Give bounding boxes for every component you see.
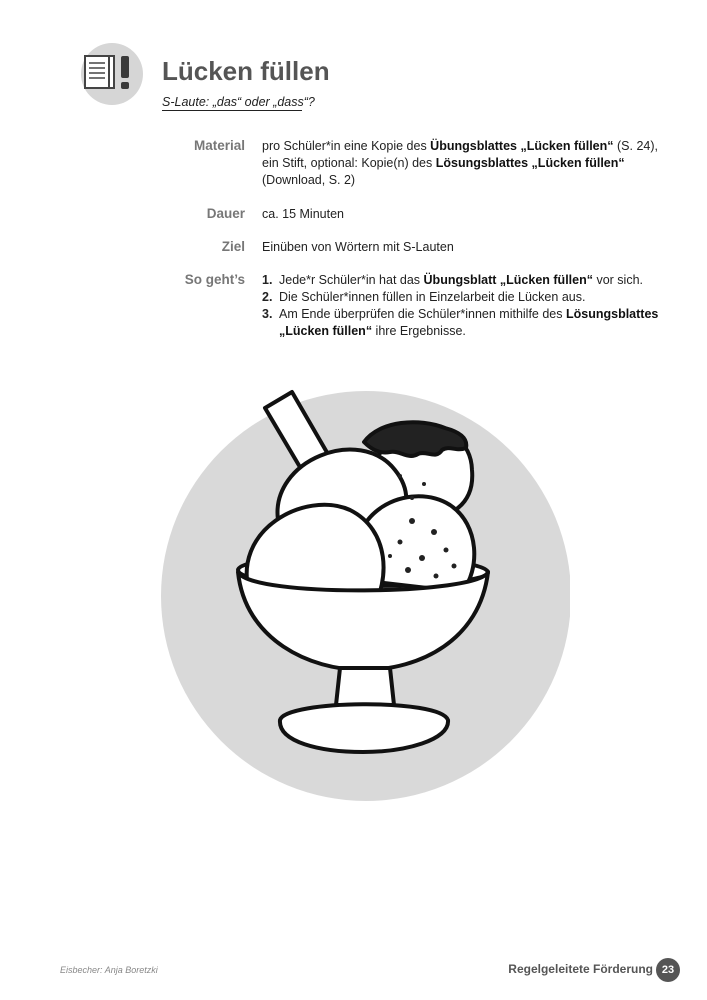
dauer-value: ca. 15 Minuten <box>262 207 344 221</box>
ziel-label: Ziel <box>221 239 245 254</box>
sogehts-label: So geht’s <box>184 272 245 287</box>
step-item: 3. Am Ende überprüfen die Schüler*innen mithilfe des Lösungsblattes „Lücken füllen“ ihre Ergebnisse. <box>262 307 659 338</box>
material-line-1: pro Schüler*in eine Kopie des Übungsblattes „Lücken füllen“ (S. 24), <box>262 139 658 153</box>
ziel-value: Einüben von Wörtern mit S-Lauten <box>262 240 454 254</box>
illustration-credit: Eisbecher: Anja Boretzki <box>60 965 158 975</box>
page-title: Lücken füllen <box>162 56 330 86</box>
material-content <box>262 138 662 189</box>
page-subtitle: S-Laute: „das“ oder „dass“? <box>162 95 315 109</box>
steps-list <box>262 272 662 340</box>
step-item: 1. Jede*r Schüler*in hat das Übungsblatt „Lücken füllen“ vor sich. <box>262 273 643 287</box>
material-line-3: (Download, S. 2) <box>262 173 356 187</box>
material-label: Material <box>193 138 245 153</box>
ice-cream-sundae-illustration <box>150 380 570 810</box>
sogehts-content <box>262 272 662 340</box>
section-name: Regelgeleitete Förderung <box>508 962 653 976</box>
book-exclamation-icon <box>80 42 144 106</box>
page-number-badge: 23 <box>656 958 680 982</box>
material-line-2: ein Stift, optional: Kopie(n) des Lösungsblattes „Lücken füllen“ <box>262 156 625 170</box>
step-item: 2. Die Schüler*innen füllen in Einzelarbeit die Lücken aus. <box>262 290 586 304</box>
dauer-label: Dauer <box>206 206 245 221</box>
